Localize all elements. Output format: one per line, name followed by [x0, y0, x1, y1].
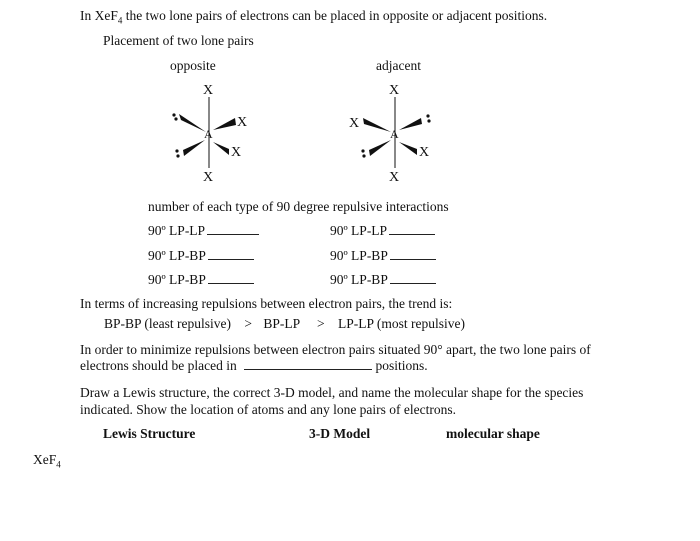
minimize-line-1: In order to minimize repulsions between electron pairs situated 90° apart, the two lone pairs of [80, 342, 591, 357]
trend-item-1: BP-BP (least repulsive) [104, 316, 231, 331]
ligand-bottom: X [389, 170, 400, 185]
trend-separator: > [244, 316, 252, 331]
bond-wedge-upper-right [213, 118, 236, 130]
lone-pair-dot [426, 114, 429, 117]
bond-wedge-upper-left [363, 118, 391, 132]
opposite-label: opposite [170, 58, 216, 73]
interaction-row-left-1 [148, 223, 259, 239]
ligand-lower-right: X [419, 145, 430, 160]
opposite-structure-diagram [165, 80, 255, 186]
lone-pair-dot [172, 113, 175, 116]
lone-pair-dot [362, 154, 365, 157]
lone-pair-wedge-upper-right [399, 118, 422, 130]
trend-intro: In terms of increasing repulsions between electron pairs, the trend is: [80, 296, 453, 311]
trend-item-3: LP-LP (most repulsive) [338, 316, 465, 331]
ligand-lower-right: X [231, 145, 242, 160]
interaction-label: 90º LP-BP [148, 272, 206, 287]
lone-pair-wedge-lower-left [183, 140, 205, 156]
answer-blank[interactable] [208, 283, 254, 284]
intro-formula-subscript: 4 [117, 15, 123, 26]
species-formula-subscript: 4 [56, 459, 61, 470]
answer-blank[interactable] [207, 234, 259, 235]
interaction-label: 90º LP-BP [330, 272, 388, 287]
minimize-text: electrons should be placed in [80, 358, 237, 373]
lone-pair-dot [176, 154, 179, 157]
interaction-row-right-2 [330, 248, 436, 264]
column-molecular-shape: molecular shape [446, 426, 540, 441]
ligand-top: X [389, 83, 400, 98]
column-3d-model: 3-D Model [309, 426, 371, 441]
intro-sentence [80, 8, 547, 26]
bond-wedge-lower-right [399, 142, 417, 155]
lone-pair-dot [174, 117, 177, 120]
minimize-line-2 [80, 358, 428, 374]
positions-answer-blank[interactable] [244, 369, 372, 370]
interaction-row-right-1 [330, 223, 435, 239]
answer-blank[interactable] [390, 283, 436, 284]
trend-item-2: BP-LP [263, 316, 300, 331]
minimize-text-end: positions. [375, 358, 428, 373]
adjacent-structure-diagram [345, 80, 450, 186]
interaction-row-right-3 [330, 272, 436, 288]
lone-pair-wedge-lower-left [369, 140, 391, 156]
ligand-upper-right: X [237, 115, 248, 130]
interaction-label: 90º LP-BP [148, 248, 206, 263]
column-lewis-structure: Lewis Structure [103, 426, 196, 441]
lone-pair-dot [361, 149, 364, 152]
species-formula-text: XeF [33, 452, 57, 467]
interaction-label: 90º LP-BP [330, 248, 388, 263]
ligand-upper-left: X [349, 116, 360, 131]
bond-wedge-lower-right [213, 142, 229, 155]
ligand-top: X [203, 83, 214, 98]
interaction-row-left-3 [148, 272, 254, 288]
intro-text: the two lone pairs of electrons can be placed in opposite or adjacent positions. [122, 8, 548, 23]
adjacent-label: adjacent [376, 58, 421, 73]
subheading: Placement of two lone pairs [103, 33, 254, 48]
lone-pair-wedge-upper-left [179, 114, 206, 132]
interaction-label: 90º LP-LP [148, 223, 206, 238]
instructions-line-1: Draw a Lewis structure, the correct 3-D model, and name the molecular shape for the species [80, 385, 584, 400]
answer-blank[interactable] [208, 259, 254, 260]
interaction-label: 90º LP-LP [330, 223, 388, 238]
trend-separator: > [317, 316, 325, 331]
species-formula [33, 452, 61, 470]
central-atom: A [204, 127, 213, 141]
instructions-line-2: indicated. Show the location of atoms and any lone pairs of electrons. [80, 402, 457, 417]
lone-pair-dot [175, 149, 178, 152]
answer-blank[interactable] [389, 234, 435, 235]
interaction-row-left-2 [148, 248, 254, 264]
lone-pair-dot [427, 119, 430, 122]
answer-blank[interactable] [390, 259, 436, 260]
ligand-bottom: X [203, 170, 214, 185]
trend-line [104, 316, 465, 332]
intro-formula: In XeF [80, 8, 118, 23]
central-atom: A [390, 127, 399, 141]
interactions-prompt: number of each type of 90 degree repulsive interactions [148, 199, 449, 214]
